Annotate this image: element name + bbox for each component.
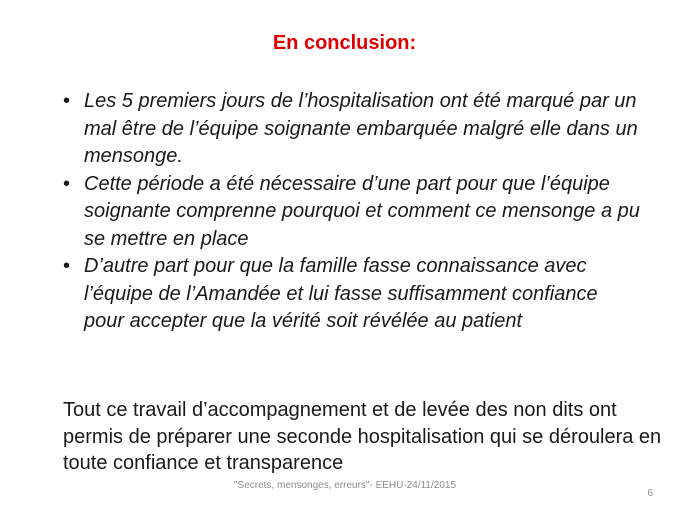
list-item (63, 88, 643, 171)
list-item (63, 171, 643, 254)
bullet-icon: • (63, 255, 71, 277)
bullet-text: D’autre part pour que la famille fasse connaissance avec l’équipe de l’Amandée et lui fasse suffisamment confiance pour accepter que la vérité soit révélée au patient (84, 255, 598, 332)
slide-title: En conclusion: (272, 32, 417, 54)
page-number: 6 (647, 488, 653, 499)
bullet-list (63, 88, 643, 336)
bullet-text: Les 5 premiers jours de l’hospitalisation ont été marqué par un mal être de l’équipe soignante embarquée malgré elle dans un mensonge. (84, 90, 638, 167)
bullet-text: Cette période a été nécessaire d’une part pour que l’équipe soignante comprenne pourquoi et comment ce mensonge a pu se mettre en place (84, 172, 640, 250)
bullet-icon: • (63, 172, 71, 195)
slide-footer: "Secrets, mensonges, erreurs"- EEHU-24/11/2015 (233, 480, 457, 491)
conclusion-paragraph: Tout ce travail d’accompagnement et de levée des non dits ont permis de préparer une seconde hospitalisation qui se déroulera en toute confiance et transparence (63, 399, 662, 474)
bullet-icon: • (63, 90, 71, 112)
list-item (63, 253, 643, 336)
